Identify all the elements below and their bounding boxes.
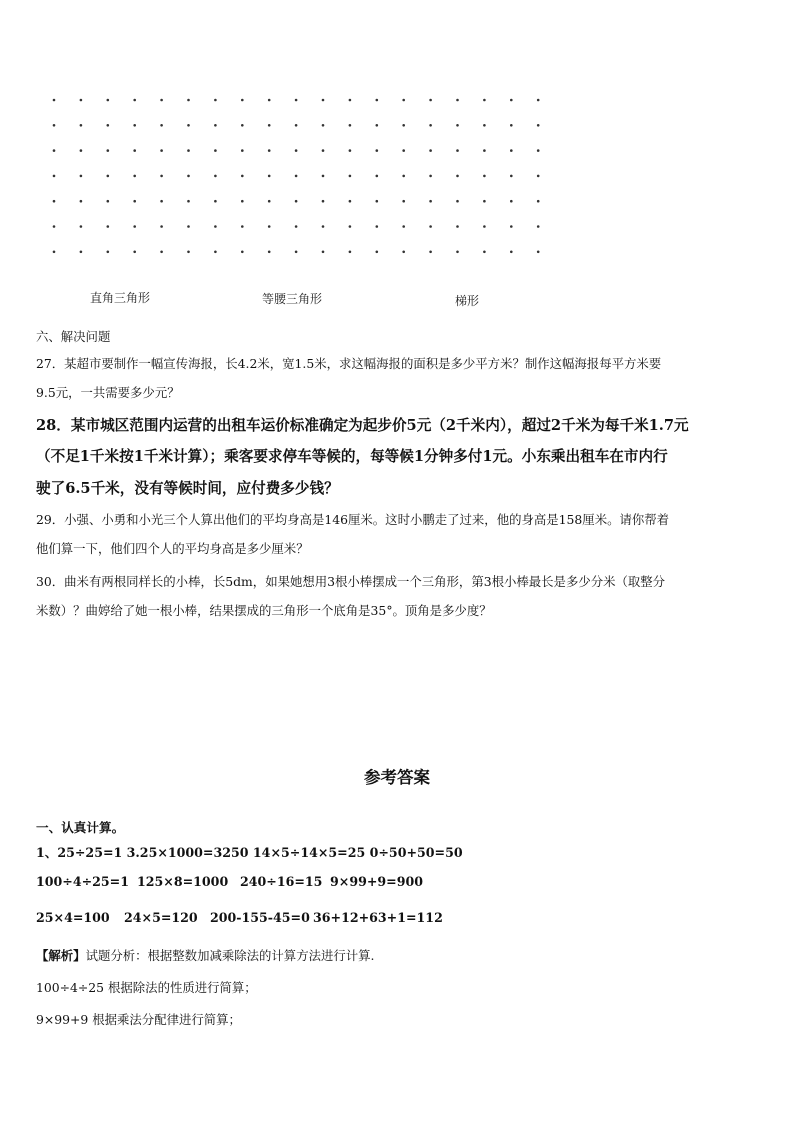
grid-dot — [268, 200, 271, 203]
grid-dot — [160, 225, 163, 228]
grid-dot — [376, 124, 379, 127]
answer-r3c3: 200-155-45=0 — [210, 910, 310, 925]
grid-dot — [429, 200, 432, 203]
grid-dot — [160, 124, 163, 127]
grid-dot — [483, 99, 486, 102]
grid-dot — [80, 225, 83, 228]
grid-dot — [214, 225, 217, 228]
label-trapezoid: 梯形 — [455, 294, 480, 308]
grid-dot — [322, 200, 325, 203]
grid-dot — [402, 149, 405, 152]
grid-dot — [295, 175, 298, 178]
grid-dot — [510, 99, 513, 102]
grid-dot — [349, 200, 352, 203]
grid-dot — [537, 124, 540, 127]
grid-dot — [537, 175, 540, 178]
grid-dot — [349, 175, 352, 178]
grid-dot — [376, 200, 379, 203]
grid-dot — [241, 200, 244, 203]
q28-line2: （不足1千米按1千米计算）；乘客要求停车等候的，每等候1分钟多付1元。小东乘出租车在市内行 — [36, 448, 668, 465]
grid-dot — [402, 124, 405, 127]
grid-dot — [241, 99, 244, 102]
grid-dot — [456, 175, 459, 178]
grid-dot — [537, 225, 540, 228]
grid-dot — [537, 200, 540, 203]
grid-dot — [80, 149, 83, 152]
grid-dot — [349, 124, 352, 127]
q27-line2: 9.5元，一共需要多少元？ — [36, 385, 180, 400]
grid-dot — [483, 251, 486, 254]
grid-dot — [268, 149, 271, 152]
grid-dot — [456, 225, 459, 228]
grid-dot — [107, 175, 110, 178]
grid-dot — [187, 124, 190, 127]
grid-dot — [80, 200, 83, 203]
grid-dot — [241, 225, 244, 228]
q27-line1: 27．某超市要制作一幅宣传海报，长4.2米，宽1.5米，求这幅海报的面积是多少平方米？制作这幅海报每平方米要 — [36, 356, 662, 371]
grid-dot — [133, 124, 136, 127]
grid-dot — [376, 225, 379, 228]
grid-dot — [160, 99, 163, 102]
grid-dot — [53, 200, 56, 203]
grid-dot — [349, 251, 352, 254]
q30-line1: 30．曲米有两根同样长的小棒，长5dm，如果她想用3根小棒摆成一个三角形，第3根小棒最长是多少分米（取整分 — [36, 574, 666, 589]
answers-section1-heading: 一、认真计算。 — [36, 820, 125, 835]
grid-dot — [402, 200, 405, 203]
grid-dot — [510, 251, 513, 254]
grid-dot — [107, 124, 110, 127]
grid-dot — [241, 124, 244, 127]
grid-dot — [429, 251, 432, 254]
answer-r3c4: 36+12+63+1=112 — [313, 910, 443, 925]
grid-dot — [322, 225, 325, 228]
grid-dot — [214, 251, 217, 254]
grid-dot — [133, 99, 136, 102]
grid-dot — [483, 124, 486, 127]
grid-dot — [53, 99, 56, 102]
grid-dot — [241, 149, 244, 152]
grid-dot — [429, 225, 432, 228]
dot-grid — [0, 0, 794, 300]
grid-dot — [268, 124, 271, 127]
answer-r2c3: 240÷16=15 — [240, 874, 323, 889]
grid-dot — [214, 149, 217, 152]
grid-dot — [322, 251, 325, 254]
grid-dot — [322, 149, 325, 152]
q29-line2: 他们算一下，他们四个人的平均身高是多少厘米？ — [36, 541, 309, 556]
grid-dot — [268, 251, 271, 254]
grid-dot — [187, 200, 190, 203]
grid-dot — [187, 225, 190, 228]
grid-dot — [80, 251, 83, 254]
grid-dot — [456, 251, 459, 254]
grid-dot — [402, 225, 405, 228]
grid-dot — [402, 99, 405, 102]
grid-dot — [160, 200, 163, 203]
grid-dot — [268, 99, 271, 102]
answer-r2c4: 9×99+9=900 — [330, 874, 423, 889]
grid-dot — [322, 175, 325, 178]
q28-line3: 驶了6.5千米，没有等候时间，应付费多少钱？ — [36, 480, 339, 497]
grid-dot — [456, 149, 459, 152]
grid-dot — [133, 200, 136, 203]
grid-dot — [510, 225, 513, 228]
grid-dot — [53, 251, 56, 254]
grid-dot — [241, 251, 244, 254]
analysis-text: 试题分析：根据整数加减乘除法的计算方法进行计算. — [85, 948, 375, 963]
answers-title: 参考答案 — [364, 768, 430, 787]
grid-dot — [456, 99, 459, 102]
grid-dot — [483, 225, 486, 228]
grid-dot — [295, 251, 298, 254]
grid-dot — [80, 175, 83, 178]
grid-dot — [537, 251, 540, 254]
grid-dot — [187, 175, 190, 178]
grid-dot — [322, 99, 325, 102]
grid-dot — [537, 149, 540, 152]
grid-dot — [402, 175, 405, 178]
grid-dot — [133, 149, 136, 152]
grid-dot — [187, 149, 190, 152]
grid-dot — [376, 99, 379, 102]
grid-dot — [214, 99, 217, 102]
q29-line1: 29．小强、小勇和小光三个人算出他们的平均身高是146厘米。这时小鹏走了过来，他的身高是158厘米。请你帮着 — [36, 512, 670, 527]
grid-dot — [295, 225, 298, 228]
grid-dot — [322, 124, 325, 127]
grid-dot — [53, 149, 56, 152]
grid-dot — [160, 149, 163, 152]
grid-dot — [376, 175, 379, 178]
grid-dot — [510, 200, 513, 203]
grid-dot — [483, 175, 486, 178]
grid-dot — [160, 175, 163, 178]
grid-dot — [133, 175, 136, 178]
grid-dot — [429, 175, 432, 178]
grid-dot — [429, 149, 432, 152]
grid-dot — [268, 175, 271, 178]
grid-dot — [429, 99, 432, 102]
grid-dot — [133, 251, 136, 254]
analysis-tag: 【解析】 — [36, 948, 86, 963]
grid-dot — [133, 225, 136, 228]
grid-dot — [160, 251, 163, 254]
grid-dot — [483, 200, 486, 203]
grid-dot — [187, 251, 190, 254]
answer-note1: 100÷4÷25 根据除法的性质进行简算； — [36, 980, 257, 995]
grid-dot — [456, 124, 459, 127]
label-isosceles-triangle: 等腰三角形 — [262, 292, 323, 306]
grid-dot — [268, 225, 271, 228]
grid-dot — [349, 149, 352, 152]
grid-dot — [510, 175, 513, 178]
grid-dot — [241, 175, 244, 178]
grid-dot — [376, 251, 379, 254]
grid-dot — [53, 124, 56, 127]
answer-r3c1: 25×4=100 — [36, 910, 110, 925]
grid-dot — [349, 99, 352, 102]
grid-dot — [295, 124, 298, 127]
grid-dot — [456, 200, 459, 203]
grid-dot — [214, 124, 217, 127]
grid-dot — [214, 200, 217, 203]
answers-row1: 1、25÷25=1 3.25×1000=3250 14×5÷14×5=25 0÷50+50=50 — [36, 845, 463, 860]
grid-dot — [53, 225, 56, 228]
grid-dot — [483, 149, 486, 152]
answer-r2c2: 125×8=1000 — [137, 874, 229, 889]
q30-line2: 米数）？曲婷给了她一根小棒，结果摆成的三角形一个底角是35°。顶角是多少度？ — [36, 603, 492, 618]
grid-dot — [349, 225, 352, 228]
grid-dot — [53, 175, 56, 178]
grid-dot — [537, 99, 540, 102]
answer-r2c1: 100÷4÷25=1 — [36, 874, 129, 889]
label-right-triangle: 直角三角形 — [90, 291, 151, 305]
answer-note2: 9×99+9 根据乘法分配律进行简算； — [36, 1012, 241, 1027]
grid-dot — [80, 124, 83, 127]
grid-dot — [107, 251, 110, 254]
grid-dot — [214, 175, 217, 178]
grid-dot — [107, 225, 110, 228]
grid-dot — [376, 149, 379, 152]
q28-line1: 28．某市城区范围内运营的出租车运价标准确定为起步价5元（2千米内），超过2千米为每千米1.7元 — [36, 417, 689, 434]
section6-heading: 六、解决问题 — [36, 329, 111, 344]
grid-dot — [295, 200, 298, 203]
grid-dot — [429, 124, 432, 127]
grid-dot — [510, 149, 513, 152]
grid-dot — [107, 149, 110, 152]
grid-dot — [187, 99, 190, 102]
grid-dot — [295, 149, 298, 152]
grid-dot — [402, 251, 405, 254]
grid-dot — [107, 99, 110, 102]
grid-dot — [295, 99, 298, 102]
answer-r3c2: 24×5=120 — [124, 910, 198, 925]
grid-dot — [107, 200, 110, 203]
grid-dot — [510, 124, 513, 127]
grid-dot — [80, 99, 83, 102]
